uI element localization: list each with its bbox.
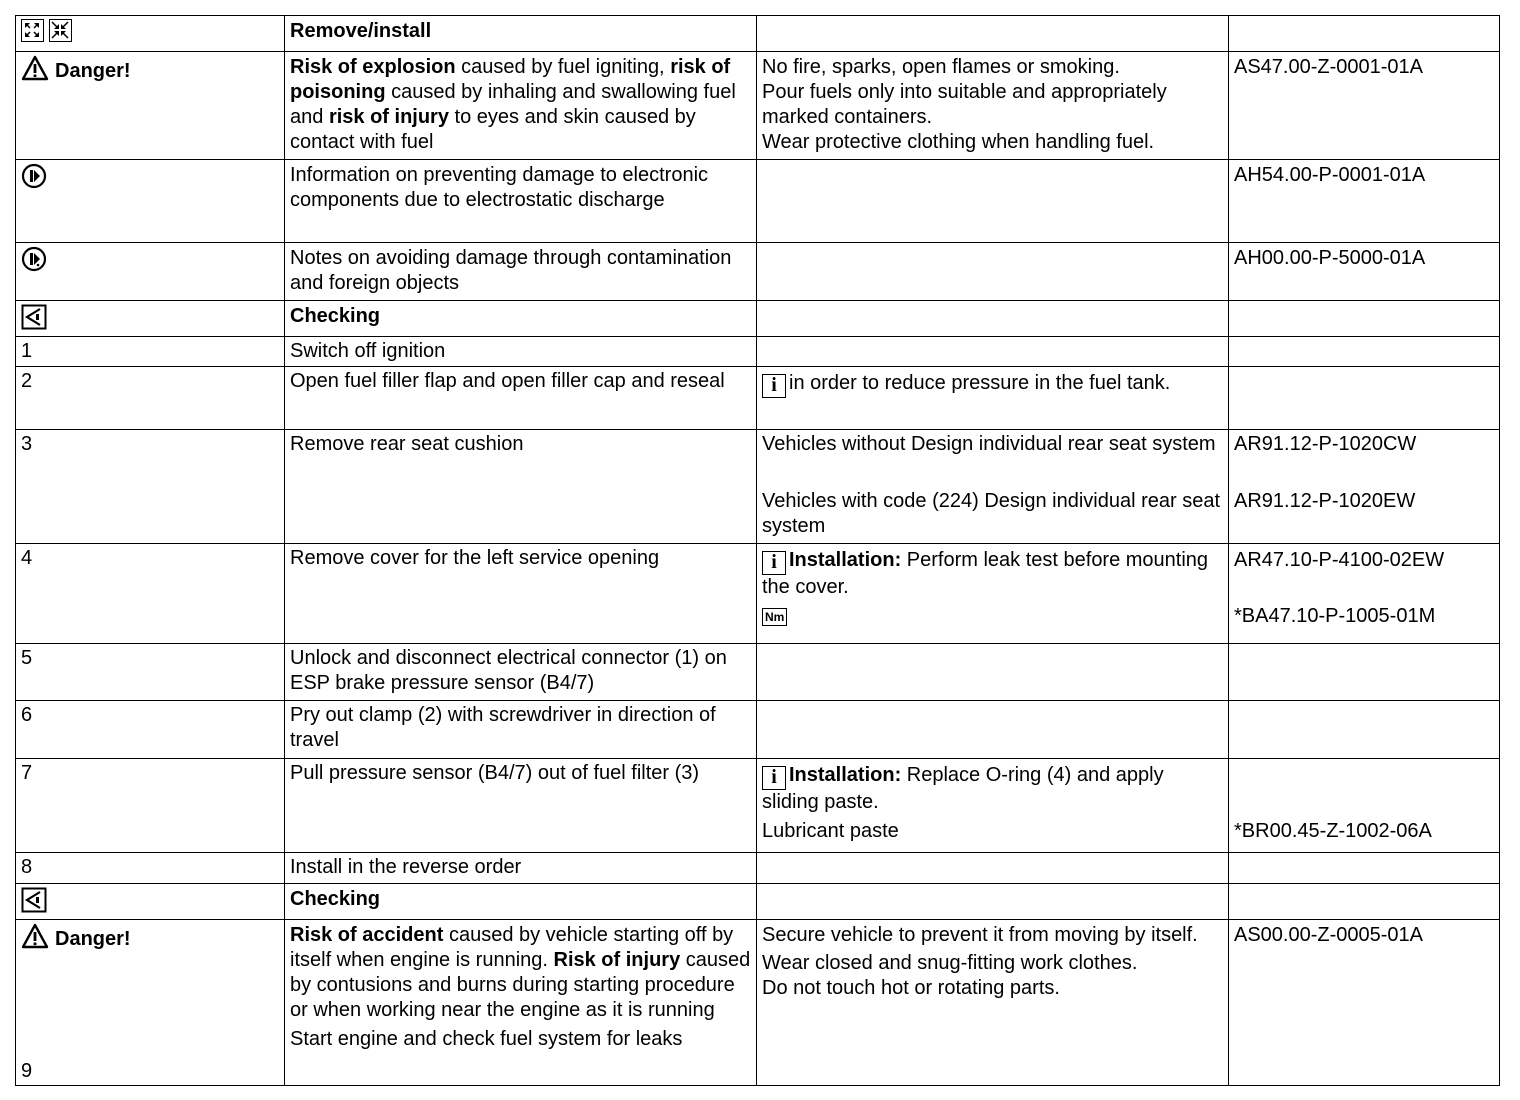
note-ref-link[interactable]: AH54.00-P-0001-01A (1229, 160, 1500, 243)
step-number: 2 (16, 367, 285, 430)
step-text: Remove rear seat cushion (285, 430, 757, 544)
warning-triangle-icon (21, 923, 49, 949)
danger-ref-link[interactable]: AS00.00-Z-0005-01A (1229, 920, 1500, 1086)
checking-label: Checking (285, 301, 757, 337)
step-row (16, 701, 1500, 759)
step-text: Pry out clamp (2) with screwdriver in direction of travel (285, 701, 757, 759)
danger-measures: No fire, sparks, open flames or smoking. Pour fuels only into suitable and appropriately marked containers. Wear protective clothing when handling fuel. (757, 52, 1229, 160)
torque-nm-icon: Nm (762, 608, 787, 626)
step-note: i Installation: Replace O-ring (4) and apply sliding paste. Lubricant paste (757, 759, 1229, 853)
header-title: Remove/install (285, 16, 757, 52)
step-row (16, 853, 1500, 884)
checking-icon (21, 304, 47, 330)
info-icon: i (762, 766, 786, 790)
esd-protection-icon (21, 163, 47, 189)
note-ref-link[interactable]: AH00.00-P-5000-01A (1229, 243, 1500, 301)
contamination-note-icon (21, 246, 47, 272)
step-text: Pull pressure sensor (B4/7) out of fuel filter (3) (285, 759, 757, 853)
danger-label: Danger! (55, 60, 131, 82)
step-text: Unlock and disconnect electrical connector (1) on ESP brake pressure sensor (B4/7) (285, 644, 757, 701)
header-icons-cell (16, 16, 285, 52)
step-number: 3 (16, 430, 285, 544)
danger-label-cell (16, 52, 285, 160)
warning-triangle-icon (21, 55, 49, 81)
step-row (16, 544, 1500, 644)
step-ref-link[interactable]: AR91.12-P-1020EW (1234, 490, 1416, 512)
step-ref-link[interactable]: AR91.12-P-1020CW (1234, 433, 1417, 455)
step-number: 6 (16, 701, 285, 759)
step-row (16, 337, 1500, 367)
note-row (16, 160, 1500, 243)
note-text: Information on preventing damage to electronic components due to electrostatic discharge (285, 160, 757, 243)
step-ref-link[interactable]: *BR00.45-Z-1002-06A (1234, 820, 1432, 842)
danger-description: Risk of accident caused by vehicle starting off by itself when engine is running. Risk of injury caused by contusions and burns during starting procedure or when working near the engine as it is running Start engine and check fuel system for leaks (285, 920, 757, 1086)
step-number: 5 (16, 644, 285, 701)
step-number: 9 (21, 1060, 33, 1082)
procedure-table (15, 15, 1500, 1086)
step-note: i Installation: Perform leak test before mounting the cover. Nm (757, 544, 1229, 644)
checking-row (16, 301, 1500, 337)
step-text: Switch off ignition (285, 337, 757, 367)
danger-row (16, 52, 1500, 160)
step-note: i in order to reduce pressure in the fuel tank. (757, 367, 1229, 430)
step-row (16, 644, 1500, 701)
step-text: Open fuel filler flap and open filler cap and reseal (285, 367, 757, 430)
note-row (16, 243, 1500, 301)
header-row (16, 16, 1500, 52)
info-icon: i (762, 551, 786, 575)
danger-description: Risk of explosion caused by fuel igniting, risk of poisoning caused by inhaling and swallowing fuel and risk of injury to eyes and skin caused by contact with fuel (285, 52, 757, 160)
step-text: Remove cover for the left service opening (285, 544, 757, 644)
step-text: Install in the reverse order (285, 853, 757, 884)
checking-label: Checking (285, 884, 757, 920)
checking-icon (21, 887, 47, 913)
step-row (16, 430, 1500, 544)
expand-icon[interactable] (21, 19, 44, 42)
step-ref-link[interactable]: AR47.10-P-4100-02EW (1234, 549, 1445, 571)
danger-label-cell (16, 920, 285, 1086)
step-row (16, 759, 1500, 853)
step-number: 1 (16, 337, 285, 367)
step-text: Start engine and check fuel system for leaks (290, 1028, 683, 1050)
step-note: Vehicles without Design individual rear seat system Vehicles with code (224) Design individual rear seat system (757, 430, 1229, 544)
note-text: Notes on avoiding damage through contamination and foreign objects (285, 243, 757, 301)
collapse-icon[interactable] (49, 19, 72, 42)
step-ref-link[interactable]: *BA47.10-P-1005-01M (1234, 605, 1436, 627)
danger-label: Danger! (55, 928, 131, 950)
info-icon: i (762, 374, 786, 398)
step-number: 4 (16, 544, 285, 644)
checking-row (16, 884, 1500, 920)
danger-measures: Secure vehicle to prevent it from moving by itself. Wear closed and snug-fitting work clothes. Do not touch hot or rotating parts. (757, 920, 1229, 1086)
step-number: 7 (16, 759, 285, 853)
step-number: 8 (16, 853, 285, 884)
danger-ref-link[interactable]: AS47.00-Z-0001-01A (1229, 52, 1500, 160)
danger-row (16, 920, 1500, 1086)
step-row (16, 367, 1500, 430)
